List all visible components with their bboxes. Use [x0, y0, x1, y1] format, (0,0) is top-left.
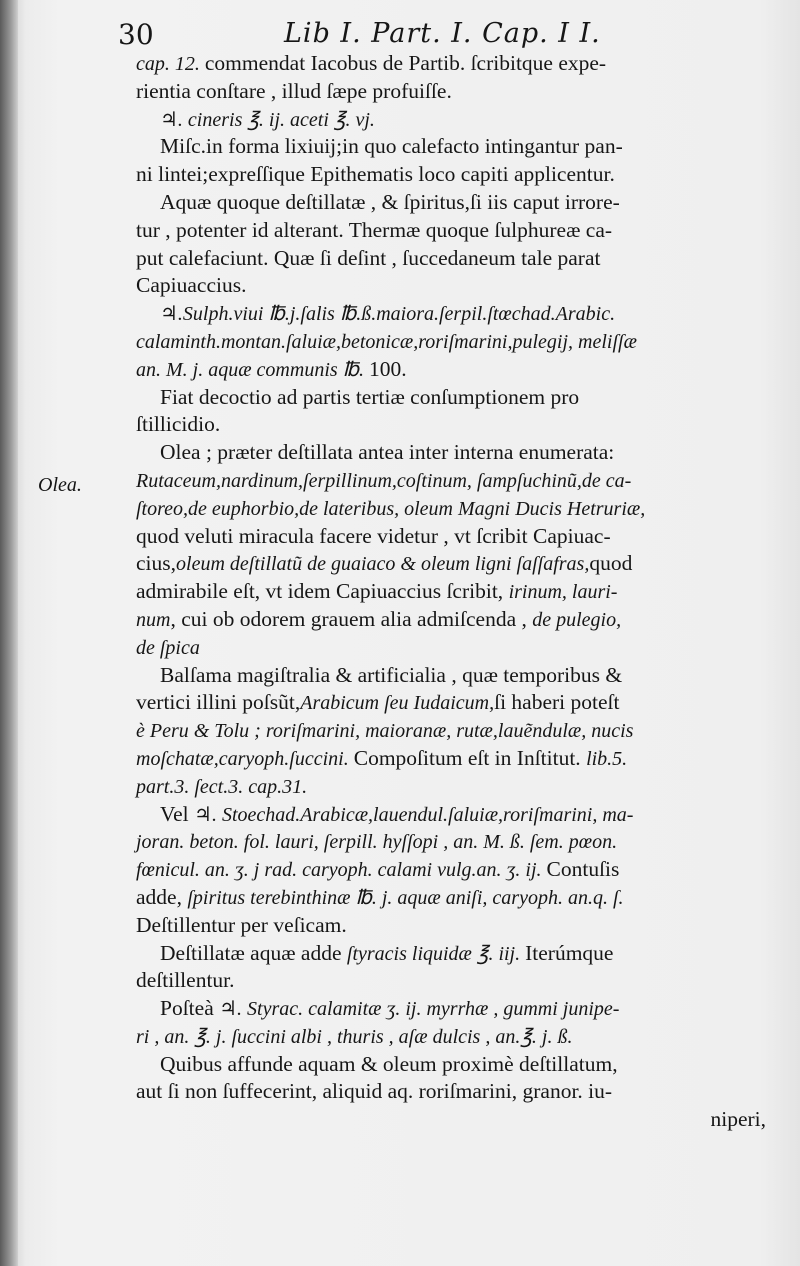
text-line [136, 550, 766, 578]
italic-text: ♃.Sulph.viui ℔.j.ſalis ℔.ß.maiora.ſerpil.ſtœchad.Arabic. [160, 303, 616, 326]
text-line [136, 745, 766, 773]
text-line [136, 161, 766, 189]
text-line [136, 578, 766, 606]
roman-text: adde, [136, 884, 188, 909]
text-line [136, 967, 766, 995]
roman-text: Balſama magiſtralia & artificialia , quæ temporibus & [160, 662, 623, 687]
italic-text: ♃. cineris ℥. ij. aceti ℥. vj. [160, 108, 375, 131]
text-line [136, 634, 766, 662]
text-line [136, 773, 766, 801]
text-line [136, 995, 766, 1023]
roman-text: Olea ; præter deſtillata antea inter interna enumerata: [160, 440, 615, 465]
text-line [136, 356, 766, 384]
roman-text: quod [589, 551, 633, 576]
italic-text: ſtoreo,de euphorbio,de lateribus, oleum Magni Ducis Hetruriæ, [136, 497, 646, 520]
roman-text: Capiuaccius. [136, 273, 247, 298]
page-header [118, 14, 768, 54]
text-line [136, 1051, 766, 1079]
text-line [136, 384, 766, 412]
roman-text: tur , potenter id alterant. Thermæ quoque ſulphureæ ca- [136, 217, 613, 242]
roman-text: quod veluti miracula facere videtur , vt ſcribit Capiuac- [136, 523, 611, 548]
running-head: Lib I. Part. I. Cap. I I. [284, 18, 601, 49]
italic-text: cap. 12. [136, 53, 205, 75]
roman-text: Compoſitum eſt in Inſtitut. [353, 745, 587, 770]
text-line [136, 801, 766, 829]
text-line [136, 106, 766, 134]
italic-text: ♃. Stoechad.Arabicæ,lauendul.ſaluiæ,roriſmarini, ma- [194, 803, 634, 826]
roman-text: Fiat decoctio ad partis tertiæ conſumptionem pro [160, 384, 580, 409]
roman-text: admirabile eſt, vt idem Capiuaccius ſcribit, [136, 579, 509, 604]
roman-text: rientia conſtare , illud ſæpe profuiſſe. [136, 78, 452, 103]
italic-text: moſchatæ,caryoph.ſuccini. [136, 747, 354, 770]
italic-text: ſpiritus terebinthinæ ℔. j. aquæ aniſi, caryoph. an.q. ſ. [187, 886, 624, 909]
italic-text: num [136, 608, 171, 631]
text-line [136, 189, 766, 217]
text-line [136, 940, 766, 968]
roman-text: 100. [369, 356, 407, 381]
text-line [136, 717, 766, 745]
text-line [136, 523, 766, 551]
roman-text: vertici illini poſsũt, [136, 690, 301, 715]
italic-text: de pulegio, [532, 608, 622, 631]
roman-text: Quibus affunde aquam & oleum proximè deſtillatum, [160, 1051, 618, 1076]
text-line [136, 439, 766, 467]
body-text [136, 50, 766, 1134]
italic-text: ri , an. ℥. j. ſuccini albi , thuris , aſæ dulcis , an.℥. j. ß. [136, 1025, 573, 1048]
text-line [136, 495, 766, 523]
text-line [136, 828, 766, 856]
roman-text: cius, [136, 551, 177, 576]
text-line [136, 411, 766, 439]
italic-text: joran. beton. fol. lauri, ſerpill. hyſſopi , an. M. ß. ſem. pœon. [136, 831, 618, 854]
text-line [136, 217, 766, 245]
roman-text: aut ſi non ſuffecerint, aliquid aq. roriſmarini, granor. iu- [136, 1079, 613, 1104]
roman-text: Vel [160, 801, 195, 826]
italic-text: oleum deſtillatũ de guaiaco & oleum ligni ſaſſafras, [176, 553, 590, 576]
roman-text: Deſtillentur per veſicam. [136, 912, 347, 937]
text-line [136, 606, 766, 634]
text-line [136, 245, 766, 273]
italic-text: Arabicum ſeu Iudaicum, [300, 692, 495, 715]
text-line [136, 884, 766, 912]
roman-text: Poſteà [160, 996, 220, 1021]
italic-text: ♃. Styrac. calamitæ ʒ. ij. myrrhæ , gummi junipe- [219, 998, 620, 1021]
text-line [136, 328, 766, 356]
italic-text: calaminth.montan.ſaluiæ,betonicæ,roriſmarini,pulegij, meliſſæ [136, 330, 637, 353]
roman-text: Contuſis [546, 857, 620, 882]
text-line [136, 78, 766, 106]
margin-note: Olea. [38, 474, 82, 496]
italic-text: an. M. j. aquæ communis ℔. [136, 358, 370, 381]
italic-text: fœnicul. an. ʒ. j rad. caryoph. calami vulg.an. ʒ. ij. [136, 859, 547, 882]
binding-gutter [0, 0, 18, 1266]
text-line [136, 300, 766, 328]
text-line [136, 467, 766, 495]
roman-text: put calefaciunt. Quæ ſi deſint , ſuccedaneum tale parat [136, 245, 601, 270]
roman-text: ni lintei;expreſſique Epithematis loco capiti applicentur. [136, 162, 615, 187]
roman-text: Deſtillatæ aquæ adde [160, 940, 347, 965]
italic-text: part.3. ſect.3. cap.31. [136, 775, 308, 798]
roman-text: Aquæ quoque deſtillatæ , & ſpiritus,ſi iis caput irrore- [160, 189, 620, 214]
text-line [136, 1106, 766, 1134]
text-line [136, 912, 766, 940]
italic-text: ſtyracis liquidæ ℥. iij. [346, 942, 526, 965]
text-line [136, 50, 766, 78]
text-line [136, 856, 766, 884]
roman-text: deſtillentur. [136, 968, 235, 993]
text-line [136, 1078, 766, 1106]
roman-text: ſtillicidio. [136, 412, 221, 437]
roman-text: niperi, [710, 1107, 766, 1132]
text-line [136, 662, 766, 690]
italic-text: Rutaceum,nardinum,ſerpillinum,coſtinum, ſampſuchinũ,de ca- [136, 469, 632, 492]
italic-text: lib.5. [586, 747, 628, 770]
roman-text: commendat Iacobus de Partib. ſcribitque expe- [204, 51, 607, 75]
roman-text: ſi haberi poteſt [494, 690, 620, 715]
italic-text: de ſpica [136, 636, 200, 659]
roman-text: Miſc.in forma lixiuij;in quo calefacto intingantur pan- [160, 134, 623, 159]
text-line [136, 272, 766, 300]
roman-text: , cui ob odorem grauem alia admiſcenda , [170, 606, 533, 631]
italic-text: è Peru & Tolu ; roriſmarini, maioranæ, rutæ,lauẽndulæ, nucis [136, 720, 634, 743]
text-line [136, 133, 766, 161]
text-line [136, 1023, 766, 1051]
italic-text: irinum, lauri- [508, 581, 618, 604]
page-number: 30 [118, 18, 154, 51]
roman-text: Iterúmque [525, 940, 614, 965]
text-line [136, 689, 766, 717]
